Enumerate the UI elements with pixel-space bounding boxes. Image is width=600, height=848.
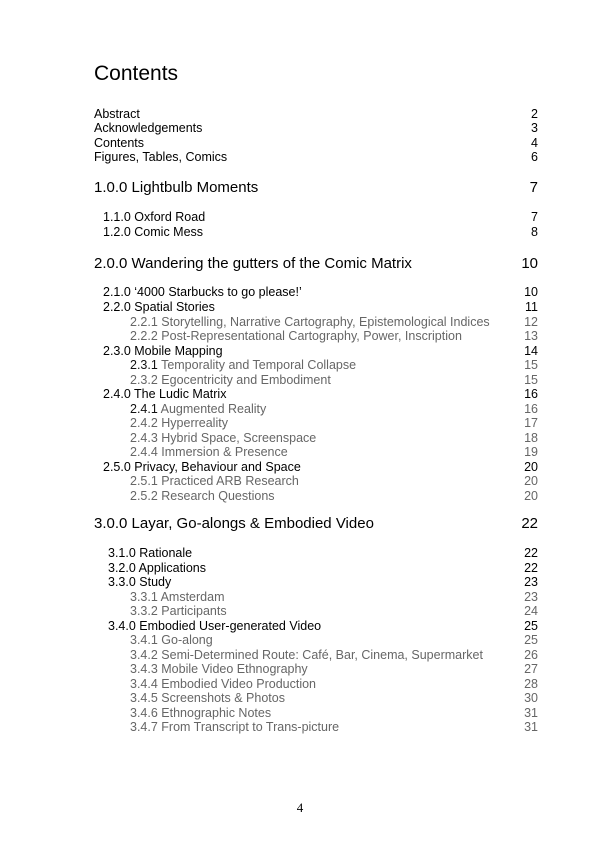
toc-entry-number: 2.4.1 [130, 402, 158, 416]
chapter-page: 22 [521, 515, 538, 532]
toc-entry-label: 2.2.2 Post-Representational Cartography, Power, Inscription [130, 329, 462, 343]
toc-entry-page: 6 [531, 150, 538, 164]
toc-entry-page: 14 [524, 344, 538, 358]
toc-entry-page: 22 [524, 546, 538, 560]
toc-entry-label: 3.1.0 Rationale [108, 546, 193, 560]
toc-entry[interactable] [0, 633, 600, 649]
toc-entry[interactable] [0, 604, 600, 620]
toc-entry-page: 27 [524, 662, 538, 676]
toc-entry-label: 2.4.2 Hyperreality [130, 416, 228, 430]
toc-entry-label: 2.3.2 Egocentricity and Embodiment [130, 373, 331, 387]
toc-entry-page: 12 [524, 315, 538, 329]
toc-entry-page: 15 [524, 358, 538, 372]
toc-chapter-3[interactable] [0, 515, 600, 531]
toc-entry-label: 3.3.2 Participants [130, 604, 227, 618]
toc-entry[interactable] [0, 285, 600, 301]
toc-entry-page: 18 [524, 431, 538, 445]
toc-entry[interactable] [0, 329, 600, 345]
toc-entry-label: Contents [94, 136, 145, 150]
toc-entry[interactable] [0, 691, 600, 707]
toc-entry-page: 7 [531, 210, 538, 224]
toc-entry-page: 23 [524, 575, 538, 589]
toc-entry-label: 3.4.4 Embodied Video Production [130, 677, 317, 691]
toc-entry-page: 2 [531, 107, 538, 121]
toc-entry-page: 25 [524, 633, 538, 647]
toc-entry-label: 3.3.1 Amsterdam [130, 590, 225, 604]
toc-entry-label [130, 402, 266, 416]
toc-entry[interactable] [0, 662, 600, 678]
toc-entry-page: 23 [524, 590, 538, 604]
toc-entry-page: 20 [524, 474, 538, 488]
toc-entry-page: 13 [524, 329, 538, 343]
toc-entry-page: 20 [524, 489, 538, 503]
toc-entry-label [130, 358, 356, 372]
toc-entry-label: 2.3.0 Mobile Mapping [103, 344, 223, 358]
toc-entry-label: Abstract [94, 107, 140, 121]
toc-chapter-1[interactable] [0, 179, 600, 195]
toc-entry-label: 2.4.3 Hybrid Space, Screenspace [130, 431, 317, 445]
toc-entry-label: 2.4.4 Immersion & Presence [130, 445, 288, 459]
toc-entry[interactable] [0, 416, 600, 432]
toc-entry-page: 31 [524, 720, 538, 734]
toc-entry[interactable] [0, 358, 600, 374]
toc-entry-page: 15 [524, 373, 538, 387]
toc-entry[interactable] [0, 474, 600, 490]
toc-entry-page: 31 [524, 706, 538, 720]
toc-entry[interactable] [0, 300, 600, 316]
toc-entry-title: Temporality and Temporal Collapse [161, 358, 357, 372]
toc-entry-page: 16 [524, 402, 538, 416]
toc-entry[interactable] [0, 121, 600, 137]
toc-entry-page: 3 [531, 121, 538, 135]
toc-entry[interactable] [0, 387, 600, 403]
toc-entry[interactable] [0, 546, 600, 562]
toc-entry-label: 3.4.1 Go-along [130, 633, 213, 647]
toc-entry-page: 25 [524, 619, 538, 633]
toc-entry-label: 3.4.3 Mobile Video Ethnography [130, 662, 308, 676]
toc-entry-label: 2.2.0 Spatial Stories [103, 300, 215, 314]
toc-entry-label: 3.4.7 From Transcript to Trans-picture [130, 720, 340, 734]
toc-entry-page: 28 [524, 677, 538, 691]
toc-entry-page: 17 [524, 416, 538, 430]
toc-entry-label: 2.1.0 ‘4000 Starbucks to go please!’ [103, 285, 302, 299]
chapter-page: 7 [529, 179, 538, 196]
toc-entry[interactable] [0, 575, 600, 591]
toc-entry-label: 3.3.0 Study [108, 575, 172, 589]
toc-entry-label: Figures, Tables, Comics [94, 150, 228, 164]
toc-entry-title: Augmented Reality [160, 402, 267, 416]
toc-entry-label: 2.4.0 The Ludic Matrix [103, 387, 227, 401]
toc-entry[interactable] [0, 445, 600, 461]
toc-entry-page: 11 [525, 300, 538, 314]
toc-entry[interactable] [0, 720, 600, 736]
toc-chapter-2[interactable] [0, 255, 600, 271]
toc-entry-label: Acknowledgements [94, 121, 203, 135]
page-title: Contents [94, 62, 179, 85]
toc-entry-label: 1.1.0 Oxford Road [103, 210, 206, 224]
page-number: 4 [296, 800, 304, 815]
toc-entry-label: 3.2.0 Applications [108, 561, 206, 575]
toc-entry-page: 10 [524, 285, 538, 299]
toc-entry-label: 3.4.2 Semi-Determined Route: Café, Bar, Cinema, Supermarket [130, 648, 483, 662]
chapter-label: 3.0.0 Layar, Go-alongs & Embodied Video [94, 515, 374, 532]
toc-entry-label: 3.4.6 Ethnographic Notes [130, 706, 272, 720]
toc-entry-page: 16 [524, 387, 538, 401]
toc-entry-number: 2.3.1 [130, 358, 158, 372]
toc-entry-label: 2.5.2 Research Questions [130, 489, 275, 503]
toc-entry-page: 26 [524, 648, 538, 662]
toc-entry[interactable] [0, 210, 600, 226]
chapter-label: 1.0.0 Lightbulb Moments [94, 179, 259, 196]
toc-entry-label: 2.2.1 Storytelling, Narrative Cartography, Epistemological Indices [130, 315, 490, 329]
toc-entry-page: 24 [524, 604, 538, 618]
toc-entry-label: 2.5.0 Privacy, Behaviour and Space [103, 460, 301, 474]
chapter-page: 10 [521, 255, 538, 272]
toc-entry-page: 8 [531, 225, 538, 239]
toc-entry-label: 2.5.1 Practiced ARB Research [130, 474, 299, 488]
toc-entry[interactable] [0, 150, 600, 166]
toc-entry-page: 19 [524, 445, 538, 459]
toc-entry[interactable] [0, 489, 600, 505]
toc-entry[interactable] [0, 225, 600, 241]
toc-entry-page: 4 [531, 136, 538, 150]
toc-entry-page: 22 [524, 561, 538, 575]
toc-entry-page: 20 [524, 460, 538, 474]
toc-entry-page: 30 [524, 691, 538, 705]
toc-entry-label: 1.2.0 Comic Mess [103, 225, 204, 239]
chapter-label: 2.0.0 Wandering the gutters of the Comic Matrix [94, 255, 412, 272]
toc-entry-label: 3.4.5 Screenshots & Photos [130, 691, 285, 705]
toc-entry-label: 3.4.0 Embodied User-generated Video [108, 619, 322, 633]
